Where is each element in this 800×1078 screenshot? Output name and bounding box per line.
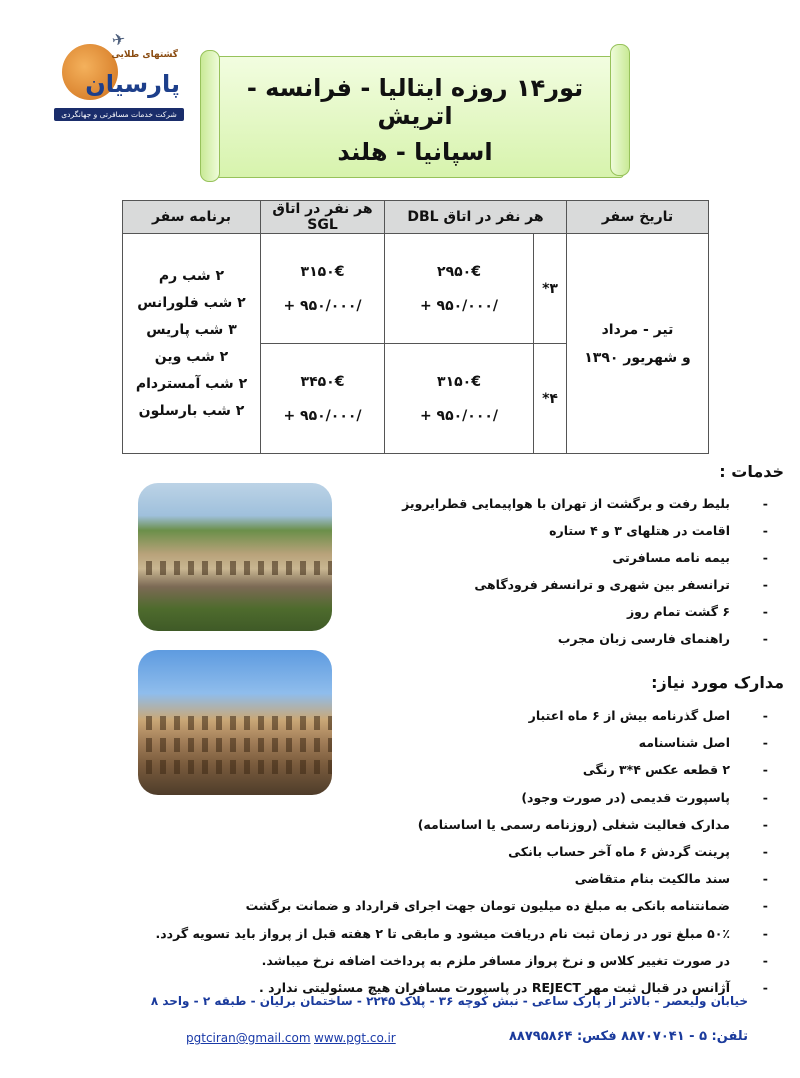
document-text: آژانس در قبال ثبت مهر REJECT در پاسپورت مسافران هیچ مسئولیتی ندارد .: [259, 979, 730, 995]
services-list: [402, 490, 768, 652]
header-date: تاریخ سفر: [567, 201, 709, 234]
list-item: - پرینت گردش ۶ ماه آخر حساب بانکی: [508, 843, 768, 859]
sgl-price-toman: + ۹۵۰/۰۰۰/: [283, 407, 362, 424]
sgl-price-toman: + ۹۵۰/۰۰۰/: [283, 297, 362, 314]
dbl-price-eur: ۳۱۵۰€: [437, 373, 481, 390]
program-item: ۲ شب آمستردام: [135, 375, 248, 392]
travel-date-line2: و شهریور ۱۳۹۰: [584, 349, 691, 366]
travel-date-line1: تیر - مرداد: [601, 321, 674, 338]
footer-address: خیابان ولیعصر - بالاتر از پارک ساعی - نبش کوچه ۳۶ - پلاک ۲۲۴۵ - ساختمان برلیان - طبقه ۲ - واحد ۸: [150, 994, 748, 1008]
document-text: ضمانتنامه بانکی به مبلغ ده میلیون تومان جهت اجرای قرارداد و ضمانت برگشت: [245, 898, 730, 914]
service-text: بیمه نامه مسافرتی: [612, 550, 730, 565]
document-text: ۲ قطعه عکس ۴*۳ رنگی: [582, 762, 730, 778]
title-banner: [200, 44, 630, 184]
list-item: - ۲ قطعه عکس ۴*۳ رنگی: [582, 762, 768, 778]
list-item: - بیمه نامه مسافرتی: [612, 550, 768, 565]
document-text: پاسپورت قدیمی (در صورت وجود): [521, 789, 730, 805]
list-item: - ۵۰٪ مبلغ تور در زمان ثبت نام دریافت میشود و مابقی تا ۲ هفته قبل از پرواز باید تسویه گردد.: [155, 925, 768, 941]
list-item: - ضمانتنامه بانکی به مبلغ ده میلیون تومان جهت اجرای قرارداد و ضمانت برگشت: [245, 898, 768, 914]
hotel-stars: ۳*: [534, 234, 567, 344]
list-item: - اصل شناسنامه: [638, 735, 768, 751]
sgl-price: [261, 234, 385, 344]
banner-title-line2: اسپانیا - هلند: [337, 138, 493, 166]
list-item: - ترانسفر بین شهری و ترانسفر فرودگاهی: [474, 577, 768, 592]
service-text: بلیط رفت و برگشت از تهران با هواپیمایی قطرایرویز: [402, 496, 730, 511]
program-item: ۲ شب وین: [154, 348, 229, 365]
dbl-price: [385, 344, 534, 454]
document-text: اصل شناسنامه: [638, 735, 730, 751]
documents-list: [155, 702, 768, 1001]
logo-subtitle: شرکت خدمات مسافرتی و جهانگردی: [54, 108, 184, 121]
hotel-stars: ۴*: [534, 344, 567, 454]
program-item: ۲ شب رم: [158, 267, 225, 284]
airplane-icon: ✈: [110, 28, 127, 51]
sgl-price-eur: ۳۱۵۰€: [300, 263, 345, 280]
dbl-price-eur: ۲۹۵۰€: [437, 263, 481, 280]
document-text: اصل گذرنامه بیش از ۶ ماه اعتبار: [528, 708, 730, 723]
list-item: - پاسپورت قدیمی (در صورت وجود): [521, 789, 768, 805]
sgl-price: [261, 344, 385, 454]
header-program: برنامه سفر: [123, 201, 261, 234]
logo-tagline: گشتهای طلایی: [111, 50, 178, 60]
program-item: ۲ شب فلورانس: [137, 294, 246, 311]
table-header-row: [123, 201, 709, 234]
sgl-price-eur: ۳۴۵۰€: [300, 373, 345, 390]
company-logo: [48, 30, 186, 122]
banner-curl-left: [200, 50, 220, 182]
logo-brand: پارسیان: [85, 70, 180, 98]
dbl-price: [385, 234, 534, 344]
banner-title-line1: تور۱۴ روزه ایتالیا - فرانسه - اتریش: [246, 74, 584, 130]
service-text: راهنمای فارسی زبان مجرب: [557, 631, 730, 646]
document-text: ۵۰٪ مبلغ تور در زمان ثبت نام دریافت میشود و مابقی تا ۲ هفته قبل از پرواز باید تسویه گردد.: [155, 925, 730, 941]
tour-program: [123, 234, 261, 454]
dbl-price-toman: + ۹۵۰/۰۰۰/: [419, 297, 499, 314]
document-text: پرینت گردش ۶ ماه آخر حساب بانکی: [508, 843, 730, 859]
price-table: [122, 200, 709, 454]
travel-date: [567, 234, 709, 454]
email-link[interactable]: pgtciran@gmail.com: [186, 1031, 311, 1045]
photo-detail: [138, 561, 332, 575]
list-item: - اقامت در هتلهای ۳ و ۴ ستاره: [549, 523, 768, 538]
services-title: خدمات :: [719, 462, 784, 481]
service-text: ۶ گشت تمام روز: [626, 604, 730, 619]
list-item: - آژانس در قبال ثبت مهر REJECT در پاسپورت مسافران هیچ مسئولیتی ندارد .: [259, 979, 768, 995]
footer-phones: تلفن: ۵ - ۸۸۷۰۷۰۴۱ فکس: ۸۸۷۹۵۸۶۴: [508, 1029, 748, 1044]
list-item: - راهنمای فارسی زبان مجرب: [557, 631, 768, 646]
service-text: ترانسفر بین شهری و ترانسفر فرودگاهی: [474, 577, 730, 592]
list-item: - اصل گذرنامه بیش از ۶ ماه اعتبار: [528, 708, 768, 723]
list-item: - ۶ گشت تمام روز: [626, 604, 768, 619]
list-item: - سند مالکیت بنام متقاضی: [574, 871, 768, 887]
document-text: سند مالکیت بنام متقاضی: [574, 871, 730, 887]
document-text: مدارک فعالیت شغلی (روزنامه رسمی یا اساسنامه): [417, 816, 730, 832]
dbl-price-toman: + ۹۵۰/۰۰۰/: [419, 407, 499, 424]
list-item: - مدارک فعالیت شغلی (روزنامه رسمی یا اساسنامه): [417, 816, 768, 832]
document-text: در صورت تغییر کلاس و نرخ پرواز مسافر ملزم به پرداخت اضافه نرخ میباشد.: [261, 952, 730, 968]
list-item: - در صورت تغییر کلاس و نرخ پرواز مسافر ملزم به پرداخت اضافه نرخ میباشد.: [261, 952, 768, 968]
header-dbl: هر نفر در اتاق DBL: [385, 201, 567, 234]
park-guell-photo: [138, 483, 332, 631]
table-row: [123, 234, 709, 344]
service-text: اقامت در هتلهای ۳ و ۴ ستاره: [549, 523, 730, 538]
documents-title: مدارک مورد نیاز:: [651, 673, 784, 692]
program-item: ۳ شب پاریس: [146, 321, 237, 338]
header-sgl: هر نفر در اتاق SGL: [261, 201, 385, 234]
program-item: ۲ شب بارسلون: [138, 402, 245, 419]
banner-curl-right: [610, 44, 630, 176]
website-link[interactable]: www.pgt.co.ir: [314, 1031, 396, 1045]
list-item: - بلیط رفت و برگشت از تهران با هواپیمایی قطرایرویز: [402, 496, 768, 511]
